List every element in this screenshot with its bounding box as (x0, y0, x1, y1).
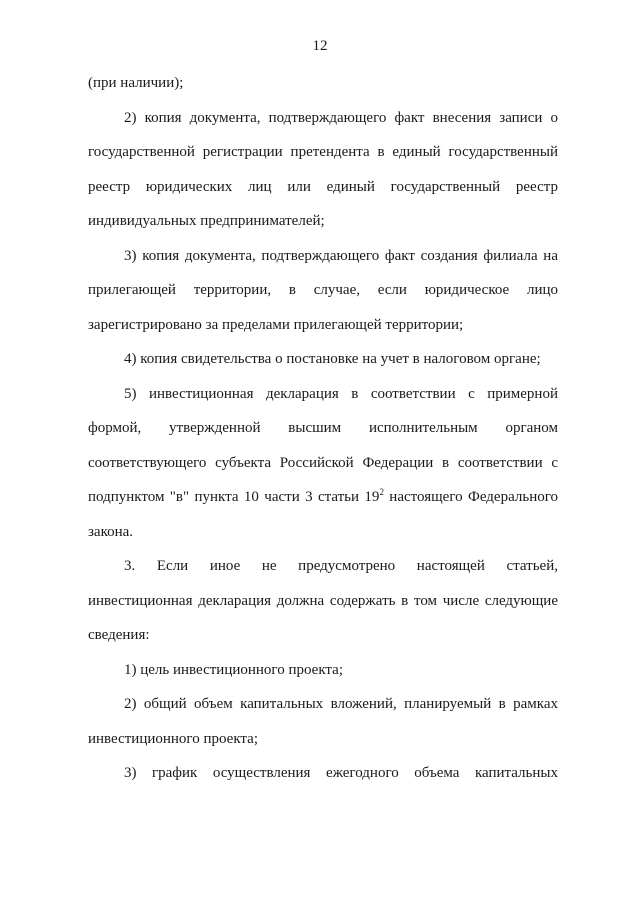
paragraph-item-5-text: 5) инвестиционная декларация в соответствии с примерной формой, утвержденной высшим исполнительным органом соответствующего субъекта Российской Федерации в соответствии с подпунктом "в" пункта 10 части 3 статьи 19 (88, 385, 558, 505)
paragraph-item-4: 4) копия свидетельства о постановке на учет в налоговом органе; (124, 351, 541, 367)
document-body (88, 66, 558, 791)
paragraph-section-3-item-2: 2) общий объем капитальных вложений, планируемый в рамках инвестиционного проекта; (88, 696, 558, 747)
paragraph-item-2: 2) копия документа, подтверждающего факт внесения записи о государственной регистрации претендента в единый государственный реестр юридических лиц или единый государственный реестр индивидуальных предпринимателей; (88, 109, 558, 229)
paragraph-item-5-text-end: настоящего Федерального закона. (88, 489, 558, 540)
paragraph-section-3-item-3: 3) график осуществления ежегодного объема капитальных (124, 765, 558, 781)
page-number: 12 (312, 38, 328, 54)
superscript-index: 2 (379, 487, 384, 497)
paragraph-item-3: 3) копия документа, подтверждающего факт создания филиала на прилегающей территории, в случае, если юридическое лицо зарегистрировано за пределами прилегающей территории; (88, 247, 558, 333)
paragraph-1-continuation: (при наличии); (88, 75, 184, 91)
paragraph-section-3-item-1: 1) цель инвестиционного проекта; (124, 661, 343, 678)
paragraph-section-3: 3. Если иное не предусмотрено настоящей статьей, инвестиционная декларация должна содержать в том числе следующие сведения: (88, 558, 558, 643)
paragraph-item-5 (88, 377, 558, 550)
